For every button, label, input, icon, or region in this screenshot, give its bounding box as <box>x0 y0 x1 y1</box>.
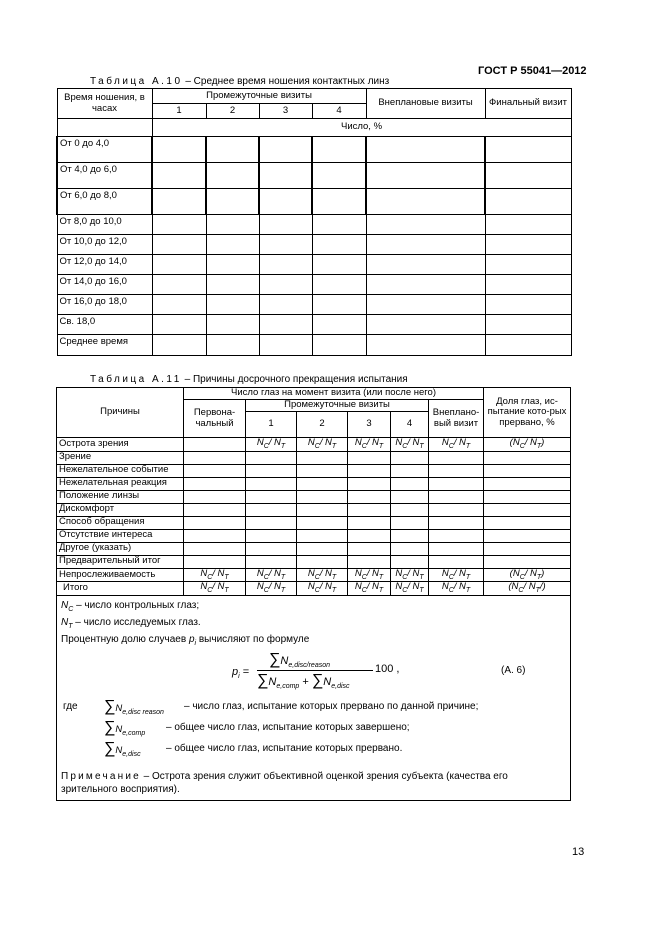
nc-nt-cell: $N_C/$ $N_T$ <box>391 568 429 582</box>
nc-nt-cell: $N_C/$ $N_T$ <box>246 568 297 582</box>
visit-4-header: 4 <box>391 412 429 438</box>
table-row: Предварительный итог <box>57 555 184 568</box>
nc-nt-cell: $N_C/$ $N_T$ <box>391 438 429 452</box>
nc-nt-cell: $N_C/$ $N_T$ <box>246 582 297 596</box>
table-row: От 10,0 до 12,0 <box>57 235 152 255</box>
table-row: От 16,0 до 18,0 <box>57 295 152 315</box>
nc-nt-cell: $N_C/$ $N_T$ <box>246 438 297 452</box>
col-unplanned-header: Внеплано-вый визит <box>429 400 484 438</box>
nc-nt-paren-cell: ($N_C/$ $N_T$) <box>484 438 571 452</box>
table-row: Отсутствие интереса <box>57 529 184 542</box>
col-unplanned-header: Внеплановые визиты <box>366 89 485 119</box>
col-reasons-header: Причины <box>57 388 184 438</box>
nc-nt-paren-cell: ($N_C/$ $N_T$) <box>484 568 571 582</box>
table10-caption-text: – Среднее время ношения контактных линз <box>182 76 390 87</box>
footnote-nt: $N_T$ – число исследуемых глаз. <box>61 616 201 630</box>
nc-nt-cell: $N_C/$ $N_T$ <box>184 568 246 582</box>
table10-caption-prefix: Таблица А.10 <box>90 76 183 87</box>
table-row: Нежелательная реакция <box>57 477 184 490</box>
visit-3-header: 3 <box>259 104 312 119</box>
visit-2-header: 2 <box>206 104 259 119</box>
col-final-header: Финальный визит <box>485 89 571 119</box>
unit-row: Число, % <box>152 119 571 137</box>
table-row: От 6,0 до 8,0 <box>57 189 152 215</box>
table11-caption-text: – Причины досрочного прекращения испытания <box>181 374 408 385</box>
table-row: Итого <box>57 582 184 596</box>
footnote-formula-intro: Процентную долю случаев $p_i$ вычисляют по формуле <box>61 633 310 647</box>
table-row: От 8,0 до 10,0 <box>57 215 152 235</box>
page-number: 13 <box>572 846 585 858</box>
nc-nt-cell: $N_C/$ $N_T$ <box>184 582 246 596</box>
nc-nt-cell: $N_C/$ $N_T$ <box>429 438 484 452</box>
standard-number: ГОСТ Р 55041—2012 <box>478 65 587 77</box>
nc-nt-cell: $N_C/$ $N_T$ <box>348 568 391 582</box>
table11-caption <box>90 374 408 385</box>
visit-3-header: 3 <box>348 412 391 438</box>
formula-number: (А. 6) <box>501 664 526 676</box>
nc-nt-cell: $N_C/$ $N_T$ <box>429 582 484 596</box>
col-count-header: Число глаз на момент визита (или после него) <box>184 388 484 400</box>
table11-caption-prefix: Таблица А.11 <box>90 374 182 385</box>
nc-nt-cell: $N_C/$ $N_T$ <box>297 438 348 452</box>
visit-2-header: 2 <box>297 412 348 438</box>
table-11 <box>56 387 571 801</box>
col-time-header: Время ношения, в часах <box>57 89 152 119</box>
table-row: От 4,0 до 6,0 <box>57 163 152 189</box>
nc-nt-cell: $N_C/$ $N_T$ <box>297 568 348 582</box>
nc-nt-cell: $N_C/$ $N_T$ <box>297 582 348 596</box>
formula-definitions: где $\sum N_{e,disc reason}$ – число глаз, испытание которых прервано по данной причине; $\sum N_{e,comp}$ – общее число глаз, испытание которых завершено; $\sum N_{e,disc}$ – общее число глаз, испытание которых прервано. <box>63 697 479 758</box>
table-row: От 14,0 до 16,0 <box>57 275 152 295</box>
visit-1-header: 1 <box>152 104 206 119</box>
table-row: Нежелательное событие <box>57 464 184 477</box>
visit-1-header: 1 <box>246 412 297 438</box>
table-row: Положение линзы <box>57 490 184 503</box>
col-share-header: Доля глаз, ис-пытание кото-рых прервано, % <box>484 388 571 438</box>
col-initial-header: Первона-чальный <box>184 400 246 438</box>
table-row: Среднее время <box>57 335 152 356</box>
table-row: Способ обращения <box>57 516 184 529</box>
table10-caption <box>90 76 389 87</box>
table-note: Примечание – Острота зрения служит объективной оценкой зрения субъекта (качества его зрительного восприятия). <box>61 770 508 795</box>
table-row: Острота зрения <box>57 438 184 452</box>
nc-nt-cell: $N_C/$ $N_T$ <box>348 438 391 452</box>
nc-nt-cell: $N_C/$ $N_T$ <box>348 582 391 596</box>
formula-a6: $p_i$ = $\sum N_{e,disc/reason}$ $\sum N_{e,comp} + \sum N_{e,disc}$ 100 , (А. 6) <box>232 650 526 690</box>
table-row: Зрение <box>57 451 184 464</box>
table-row: От 0 до 4,0 <box>57 137 152 163</box>
footnote-nc: $N_C$ – число контрольных глаз; <box>61 599 200 613</box>
table-10 <box>56 88 572 356</box>
nc-nt-cell: $N_C/$ $N_T$ <box>429 568 484 582</box>
nc-nt-paren-cell: ($N_C/$ $N_T/$) <box>484 582 571 596</box>
table-row: От 12,0 до 14,0 <box>57 255 152 275</box>
nc-nt-cell: $N_C/$ $N_T$ <box>391 582 429 596</box>
table-row: Св. 18,0 <box>57 315 152 335</box>
table-footnote <box>57 595 571 800</box>
col-interim-header: Промежуточные визиты <box>246 400 429 412</box>
visit-4-header: 4 <box>312 104 366 119</box>
table-row: Непрослеживаемость <box>57 568 184 582</box>
table-row: Другое (указать) <box>57 542 184 555</box>
table-row: Дискомфорт <box>57 503 184 516</box>
col-interim-header: Промежуточные визиты <box>152 89 366 104</box>
